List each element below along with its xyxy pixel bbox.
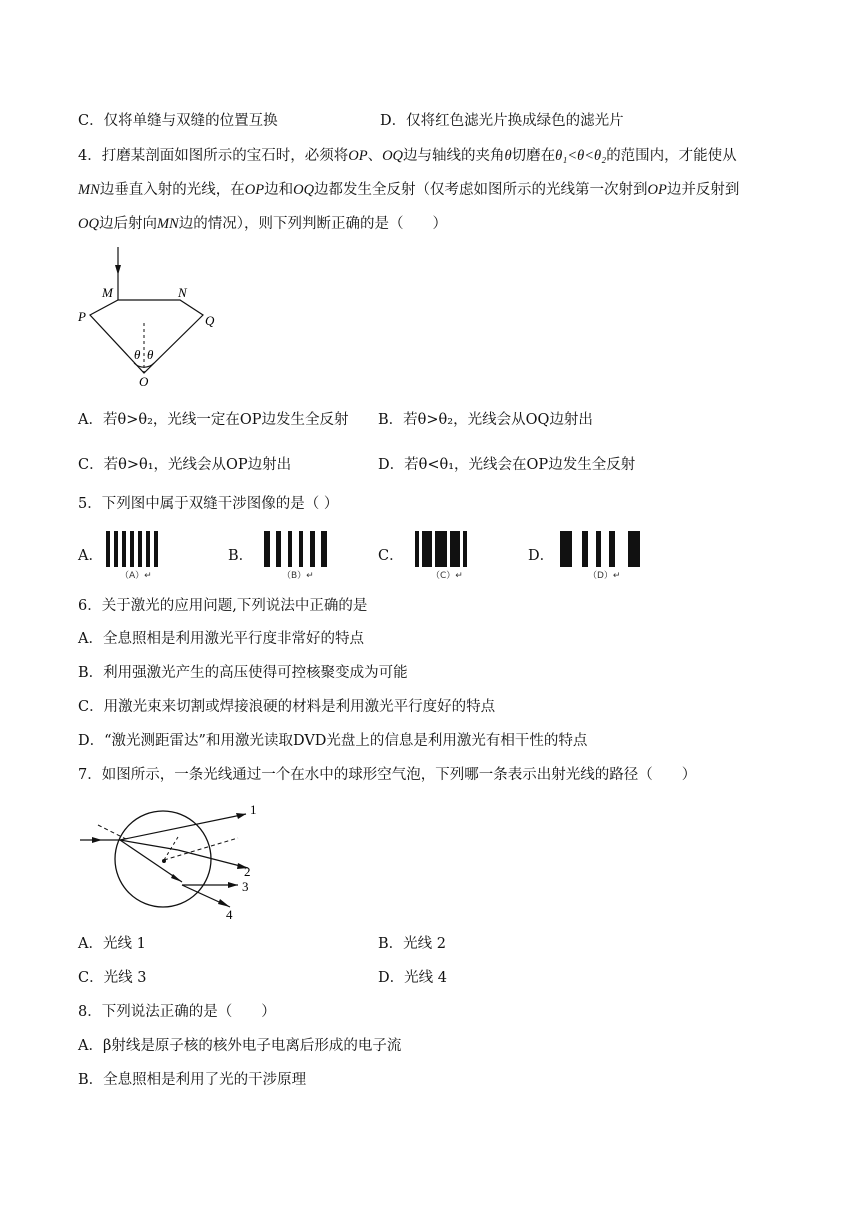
q7-option-d: D．光线 4 [378,970,447,986]
air-bubble-circle [115,811,211,907]
label-p: P [78,309,86,324]
caption-b: （B）↵ [282,571,314,581]
q6-option-d: D．“激光测距雷达”和用激光读取DVD光盘上的信息是利用激光有相干性的特点 [78,733,588,749]
label-theta-left: θ [134,347,141,362]
fringe-pattern-b [260,530,332,582]
air-bubble-figure [78,797,278,922]
q8-option-a: A．β射线是原子核的核外电子电离后形成的电子流 [78,1038,402,1054]
bubble-center [162,859,166,863]
q8-option-b: B．全息照相是利用了光的干涉原理 [78,1072,307,1088]
label-o: O [139,374,149,389]
q6-option-a: A．全息照相是利用激光平行度非常好的特点 [78,631,364,647]
gem-outline [90,300,203,373]
label-m: M [102,285,113,300]
ray-label-2: 2 [244,864,251,879]
fringe-pattern-a [104,530,164,582]
caption-c: （C）↵ [431,571,463,581]
q5-stem: 5．下列图中属于双缝干涉图像的是（ ） [78,496,339,512]
q4-stem-line3: OQ边后射向MN边的情况），则下列判断正确的是（ ） [78,216,447,232]
label-theta-right: θ [147,347,154,362]
q3-option-c: C．仅将单缝与双缝的位置互换 [78,113,278,129]
ray-label-3: 3 [242,879,249,894]
q6-stem: 6．关于激光的应用问题,下列说法中正确的是 [78,598,368,614]
q3-option-d: D．仅将红色滤光片换成绿色的滤光片 [380,113,624,129]
gem-cross-section-figure [70,245,230,395]
q7-option-b: B．光线 2 [378,936,446,952]
refracted-ray [120,840,178,850]
q4-option-d: D．若θ<θ₁，光线会在OP边发生全反射 [378,457,636,473]
ray-arrowhead [115,265,121,275]
ray-2 [178,850,248,868]
q4-stem-line2: MN边垂直入射的光线，在OP边和OQ边都发生全反射（仅考虑如图所示的光线第一次射到OP边并反射到 [78,182,740,198]
q7-option-a: A．光线 1 [78,936,146,952]
q5-label-b: B． [228,548,254,564]
q5-label-d: D． [528,548,555,564]
caption-a: （A）↵ [120,571,152,581]
q5-label-c: C． [378,548,404,564]
fringe-pattern-c [413,530,473,582]
q4-stem-line1: 4．打磨某剖面如图所示的宝石时，必须将OP、OQ边与轴线的夹角θ切磨在θ₁<θ<θ₂的范围内，才能使从 [78,148,737,164]
q4-option-a: A．若θ>θ₂，光线一定在OP边发生全反射 [78,412,349,428]
label-q: Q [205,313,215,328]
q6-option-b: B．利用强激光产生的高压使得可控核聚变成为可能 [78,665,408,681]
fringe-pattern-d [558,530,646,582]
q7-option-c: C．光线 3 [78,970,147,986]
ray-label-1: 1 [250,802,257,817]
normal-dashed [98,825,126,839]
ray-label-4: 4 [226,907,233,922]
q4-option-b: B．若θ>θ₂，光线会从OQ边射出 [378,412,593,428]
q8-stem: 8．下列说法正确的是（ ） [78,1004,276,1020]
q7-stem: 7．如图所示，一条光线通过一个在水中的球形空气泡，下列哪一条表示出射光线的路径（ ） [78,767,697,783]
label-n: N [178,285,187,300]
q4-option-c: C．若θ>θ₁，光线会从OP边射出 [78,457,292,473]
caption-d: （D）↵ [588,571,621,581]
q6-option-c: C．用激光束来切割或焊接浪硬的材料是利用激光平行度好的特点 [78,699,496,715]
q5-label-a: A． [78,548,103,564]
